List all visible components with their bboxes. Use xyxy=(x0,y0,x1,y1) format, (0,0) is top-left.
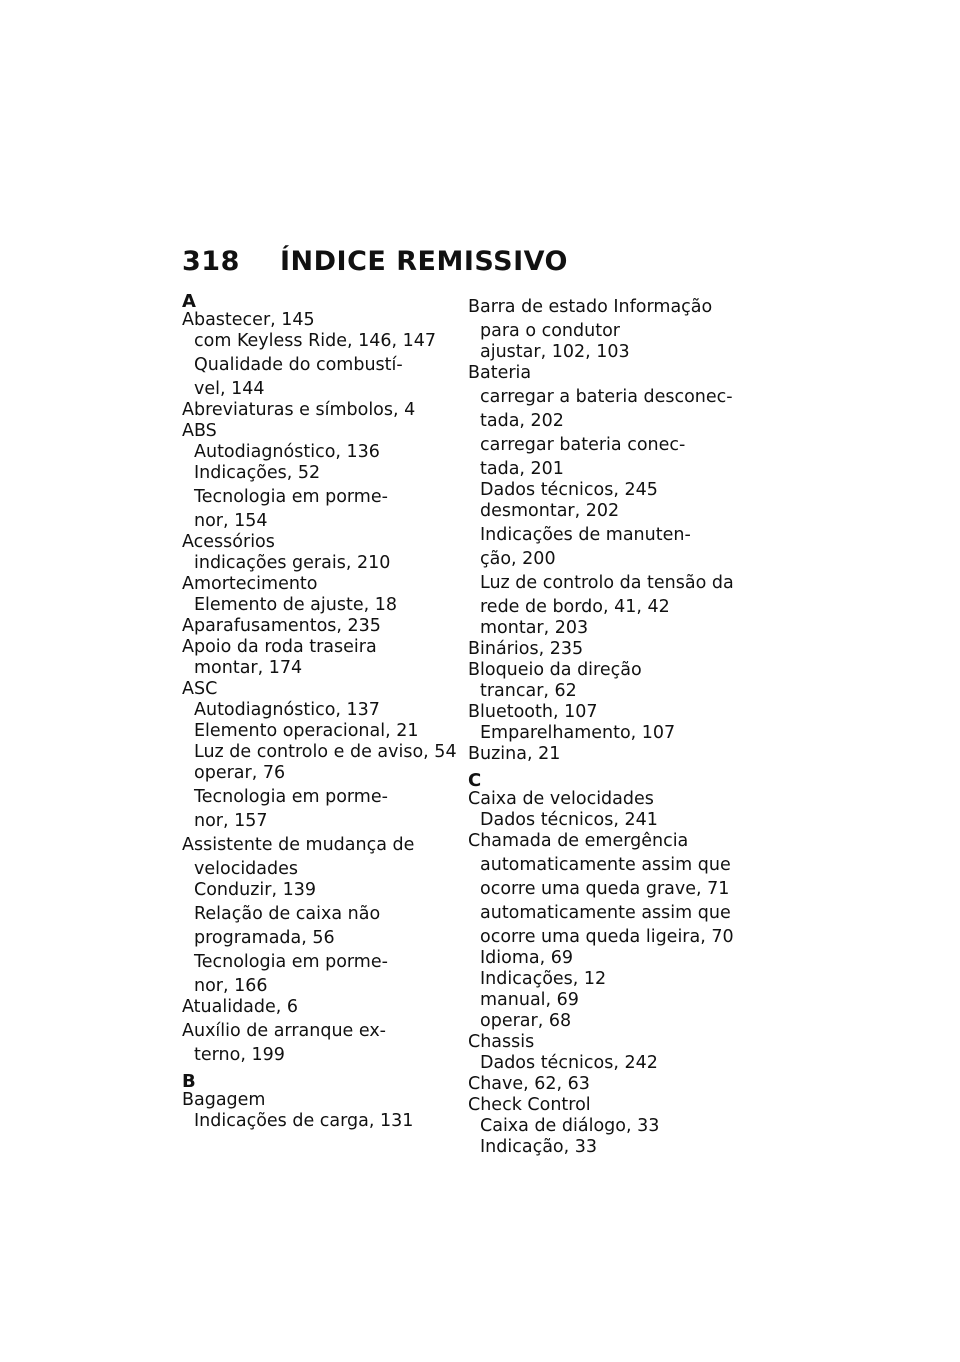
index-entry xyxy=(468,702,740,723)
index-entry xyxy=(182,658,454,679)
index-entry-line: montar, 174 xyxy=(194,658,303,678)
index-entry-line: Amortecimento xyxy=(182,574,318,594)
index-entry-line: ASC xyxy=(182,679,218,699)
index-entry-line: operar, 68 xyxy=(480,1011,572,1031)
index-entry xyxy=(468,723,740,744)
index-entry xyxy=(182,904,454,949)
index-entry xyxy=(468,1137,740,1158)
index-entry-line: Autodiagnóstico, 136 xyxy=(194,442,380,462)
index-entry-line: Dados técnicos, 241 xyxy=(480,810,658,830)
page-header xyxy=(182,246,568,277)
index-entry xyxy=(468,618,740,639)
index-entry xyxy=(468,681,740,702)
index-entry-line: Emparelhamento, 107 xyxy=(480,723,676,743)
index-entry-line: Tecnologia em porme- xyxy=(194,487,388,507)
index-entry-line: Dados técnicos, 242 xyxy=(480,1053,658,1073)
index-entry xyxy=(468,387,740,432)
index-entry-line: Atualidade, 6 xyxy=(182,997,299,1017)
index-entry xyxy=(468,1095,740,1116)
index-entry xyxy=(468,789,740,810)
index-entry xyxy=(182,421,454,442)
index-entry xyxy=(182,355,454,400)
index-entry-line: Aparafusamentos, 235 xyxy=(182,616,381,636)
index-entry-line: Idioma, 69 xyxy=(480,948,574,968)
index-entry xyxy=(182,595,454,616)
index-entry-line: Apoio da roda traseira xyxy=(182,637,377,657)
index-entry-line: Indicação, 33 xyxy=(480,1137,598,1157)
index-entry xyxy=(182,331,454,352)
index-entry-line: desmontar, 202 xyxy=(480,501,620,521)
index-entry-line: automaticamente assim que xyxy=(480,903,731,923)
index-entry xyxy=(468,573,740,618)
index-entry-line: indicações gerais, 210 xyxy=(194,553,391,573)
index-entry-line: Abreviaturas e símbolos, 4 xyxy=(182,400,416,420)
index-entry-line: Dados técnicos, 245 xyxy=(480,480,658,500)
index-entry-line: Luz de controlo da tensão da xyxy=(480,573,734,593)
index-entry xyxy=(182,880,454,901)
index-entry-line: Bagagem xyxy=(182,1090,266,1110)
index-entry xyxy=(182,532,454,553)
index-entry xyxy=(182,997,454,1018)
index-entry-line: Caixa de velocidades xyxy=(468,789,654,809)
index-entry-line: Assistente de mudança de xyxy=(182,835,415,855)
index-entry-line: ABS xyxy=(182,421,217,441)
index-entry xyxy=(182,742,457,763)
index-entry xyxy=(182,400,454,421)
index-column-right xyxy=(468,294,740,1158)
index-entry xyxy=(468,297,740,342)
index-letter-heading: A xyxy=(182,291,196,312)
index-entry xyxy=(468,342,740,363)
index-entry-line: Indicações, 12 xyxy=(480,969,607,989)
index-entry xyxy=(468,639,740,660)
index-entry-line: Indicações de carga, 131 xyxy=(194,1111,414,1131)
index-entry-line: Bluetooth, 107 xyxy=(468,702,598,722)
index-entry-line: rede de bordo, 41, 42 xyxy=(480,597,670,617)
index-entry xyxy=(468,1032,740,1053)
index-entry xyxy=(182,442,454,463)
index-entry xyxy=(182,637,454,658)
index-entry-line: Conduzir, 139 xyxy=(194,880,316,900)
index-entry-line: vel, 144 xyxy=(194,379,265,399)
index-entry xyxy=(182,700,454,721)
index-entry xyxy=(468,501,740,522)
index-entry xyxy=(182,310,454,331)
index-entry xyxy=(182,1090,454,1111)
index-entry-line: Caixa de diálogo, 33 xyxy=(480,1116,660,1136)
index-entry xyxy=(182,1021,454,1066)
index-entry xyxy=(468,435,740,480)
index-entry-line: montar, 203 xyxy=(480,618,589,638)
index-entry-line: Tecnologia em porme- xyxy=(194,952,388,972)
index-entry-line: ocorre uma queda ligeira, 70 xyxy=(480,927,734,947)
index-entry xyxy=(182,721,454,742)
index-entry-line: para o condutor xyxy=(480,321,620,341)
index-entry-line: Acessórios xyxy=(182,532,275,552)
index-entry-line: Check Control xyxy=(468,1095,591,1115)
index-entry-line: Relação de caixa não xyxy=(194,904,381,924)
index-entry-line: Luz de controlo e de aviso, 54 xyxy=(194,742,457,762)
index-entry-line: ocorre uma queda grave, 71 xyxy=(480,879,730,899)
index-entry xyxy=(182,616,454,637)
index-entry xyxy=(182,463,454,484)
index-entry xyxy=(182,1111,454,1132)
index-entry-line: Tecnologia em porme- xyxy=(194,787,388,807)
index-entry xyxy=(468,1011,740,1032)
index-letter-heading: B xyxy=(182,1071,196,1092)
index-entry-line: Chassis xyxy=(468,1032,535,1052)
index-entry-line: Bloqueio da direção xyxy=(468,660,642,680)
index-entry xyxy=(182,487,454,532)
page-title: ÍNDICE REMISSIVO xyxy=(280,246,569,277)
index-entry-line: Auxílio de arranque ex- xyxy=(182,1021,386,1041)
index-entry-line: terno, 199 xyxy=(194,1045,285,1065)
index-entry-line: trancar, 62 xyxy=(480,681,577,701)
index-entry xyxy=(468,660,740,681)
index-entry-line: Autodiagnóstico, 137 xyxy=(194,700,380,720)
index-entry-line: manual, 69 xyxy=(480,990,579,1010)
index-entry-line: nor, 157 xyxy=(194,811,268,831)
index-entry xyxy=(468,480,740,501)
index-entry-line: programada, 56 xyxy=(194,928,335,948)
index-entry-line: ção, 200 xyxy=(480,549,556,569)
index-entry-line: tada, 201 xyxy=(480,459,564,479)
index-entry-line: Abastecer, 145 xyxy=(182,310,315,330)
index-entry xyxy=(468,969,740,990)
index-entry-line: ajustar, 102, 103 xyxy=(480,342,630,362)
index-entry-line: Chamada de emergência xyxy=(468,831,689,851)
index-entry-line: tada, 202 xyxy=(480,411,564,431)
index-entry xyxy=(468,525,740,570)
index-entry xyxy=(182,952,454,997)
index-entry xyxy=(468,1053,740,1074)
index-entry-line: Elemento de ajuste, 18 xyxy=(194,595,397,615)
index-entry xyxy=(468,855,740,900)
index-entry-line: carregar a bateria desconec- xyxy=(480,387,733,407)
index-entry-line: Indicações, 52 xyxy=(194,463,321,483)
index-entry xyxy=(182,787,454,832)
index-entry xyxy=(468,903,740,948)
index-entry-line: Barra de estado Informação xyxy=(468,297,713,317)
index-entry-line: Chave, 62, 63 xyxy=(468,1074,590,1094)
index-entry-line: nor, 154 xyxy=(194,511,268,531)
index-letter-heading: C xyxy=(468,770,482,791)
index-entry-line: Bateria xyxy=(468,363,532,383)
index-entry xyxy=(182,679,454,700)
index-entry xyxy=(182,835,454,880)
page-number: 318 xyxy=(182,246,240,277)
index-entry xyxy=(182,763,454,784)
index-entry xyxy=(468,810,740,831)
index-entry-line: velocidades xyxy=(194,859,299,879)
index-entry-line: operar, 76 xyxy=(194,763,286,783)
index-column-left xyxy=(182,291,457,1132)
index-entry-line: Indicações de manuten- xyxy=(480,525,691,545)
index-entry-line: Binários, 235 xyxy=(468,639,584,659)
index-entry xyxy=(468,1074,740,1095)
index-entry xyxy=(468,831,740,852)
index-entry xyxy=(182,574,454,595)
index-entry xyxy=(182,553,454,574)
index-entry xyxy=(468,363,740,384)
index-entry-line: carregar bateria conec- xyxy=(480,435,686,455)
index-entry-line: automaticamente assim que xyxy=(480,855,731,875)
index-entry-line: Qualidade do combustí- xyxy=(194,355,403,375)
index-entry-line: Elemento operacional, 21 xyxy=(194,721,419,741)
index-entry-line: nor, 166 xyxy=(194,976,268,996)
index-entry-line: com Keyless Ride, 146, 147 xyxy=(194,331,437,351)
index-entry xyxy=(468,990,740,1011)
index-entry xyxy=(468,1116,740,1137)
index-entry xyxy=(468,744,740,765)
index-entry xyxy=(468,948,740,969)
index-entry-line: Buzina, 21 xyxy=(468,744,561,764)
